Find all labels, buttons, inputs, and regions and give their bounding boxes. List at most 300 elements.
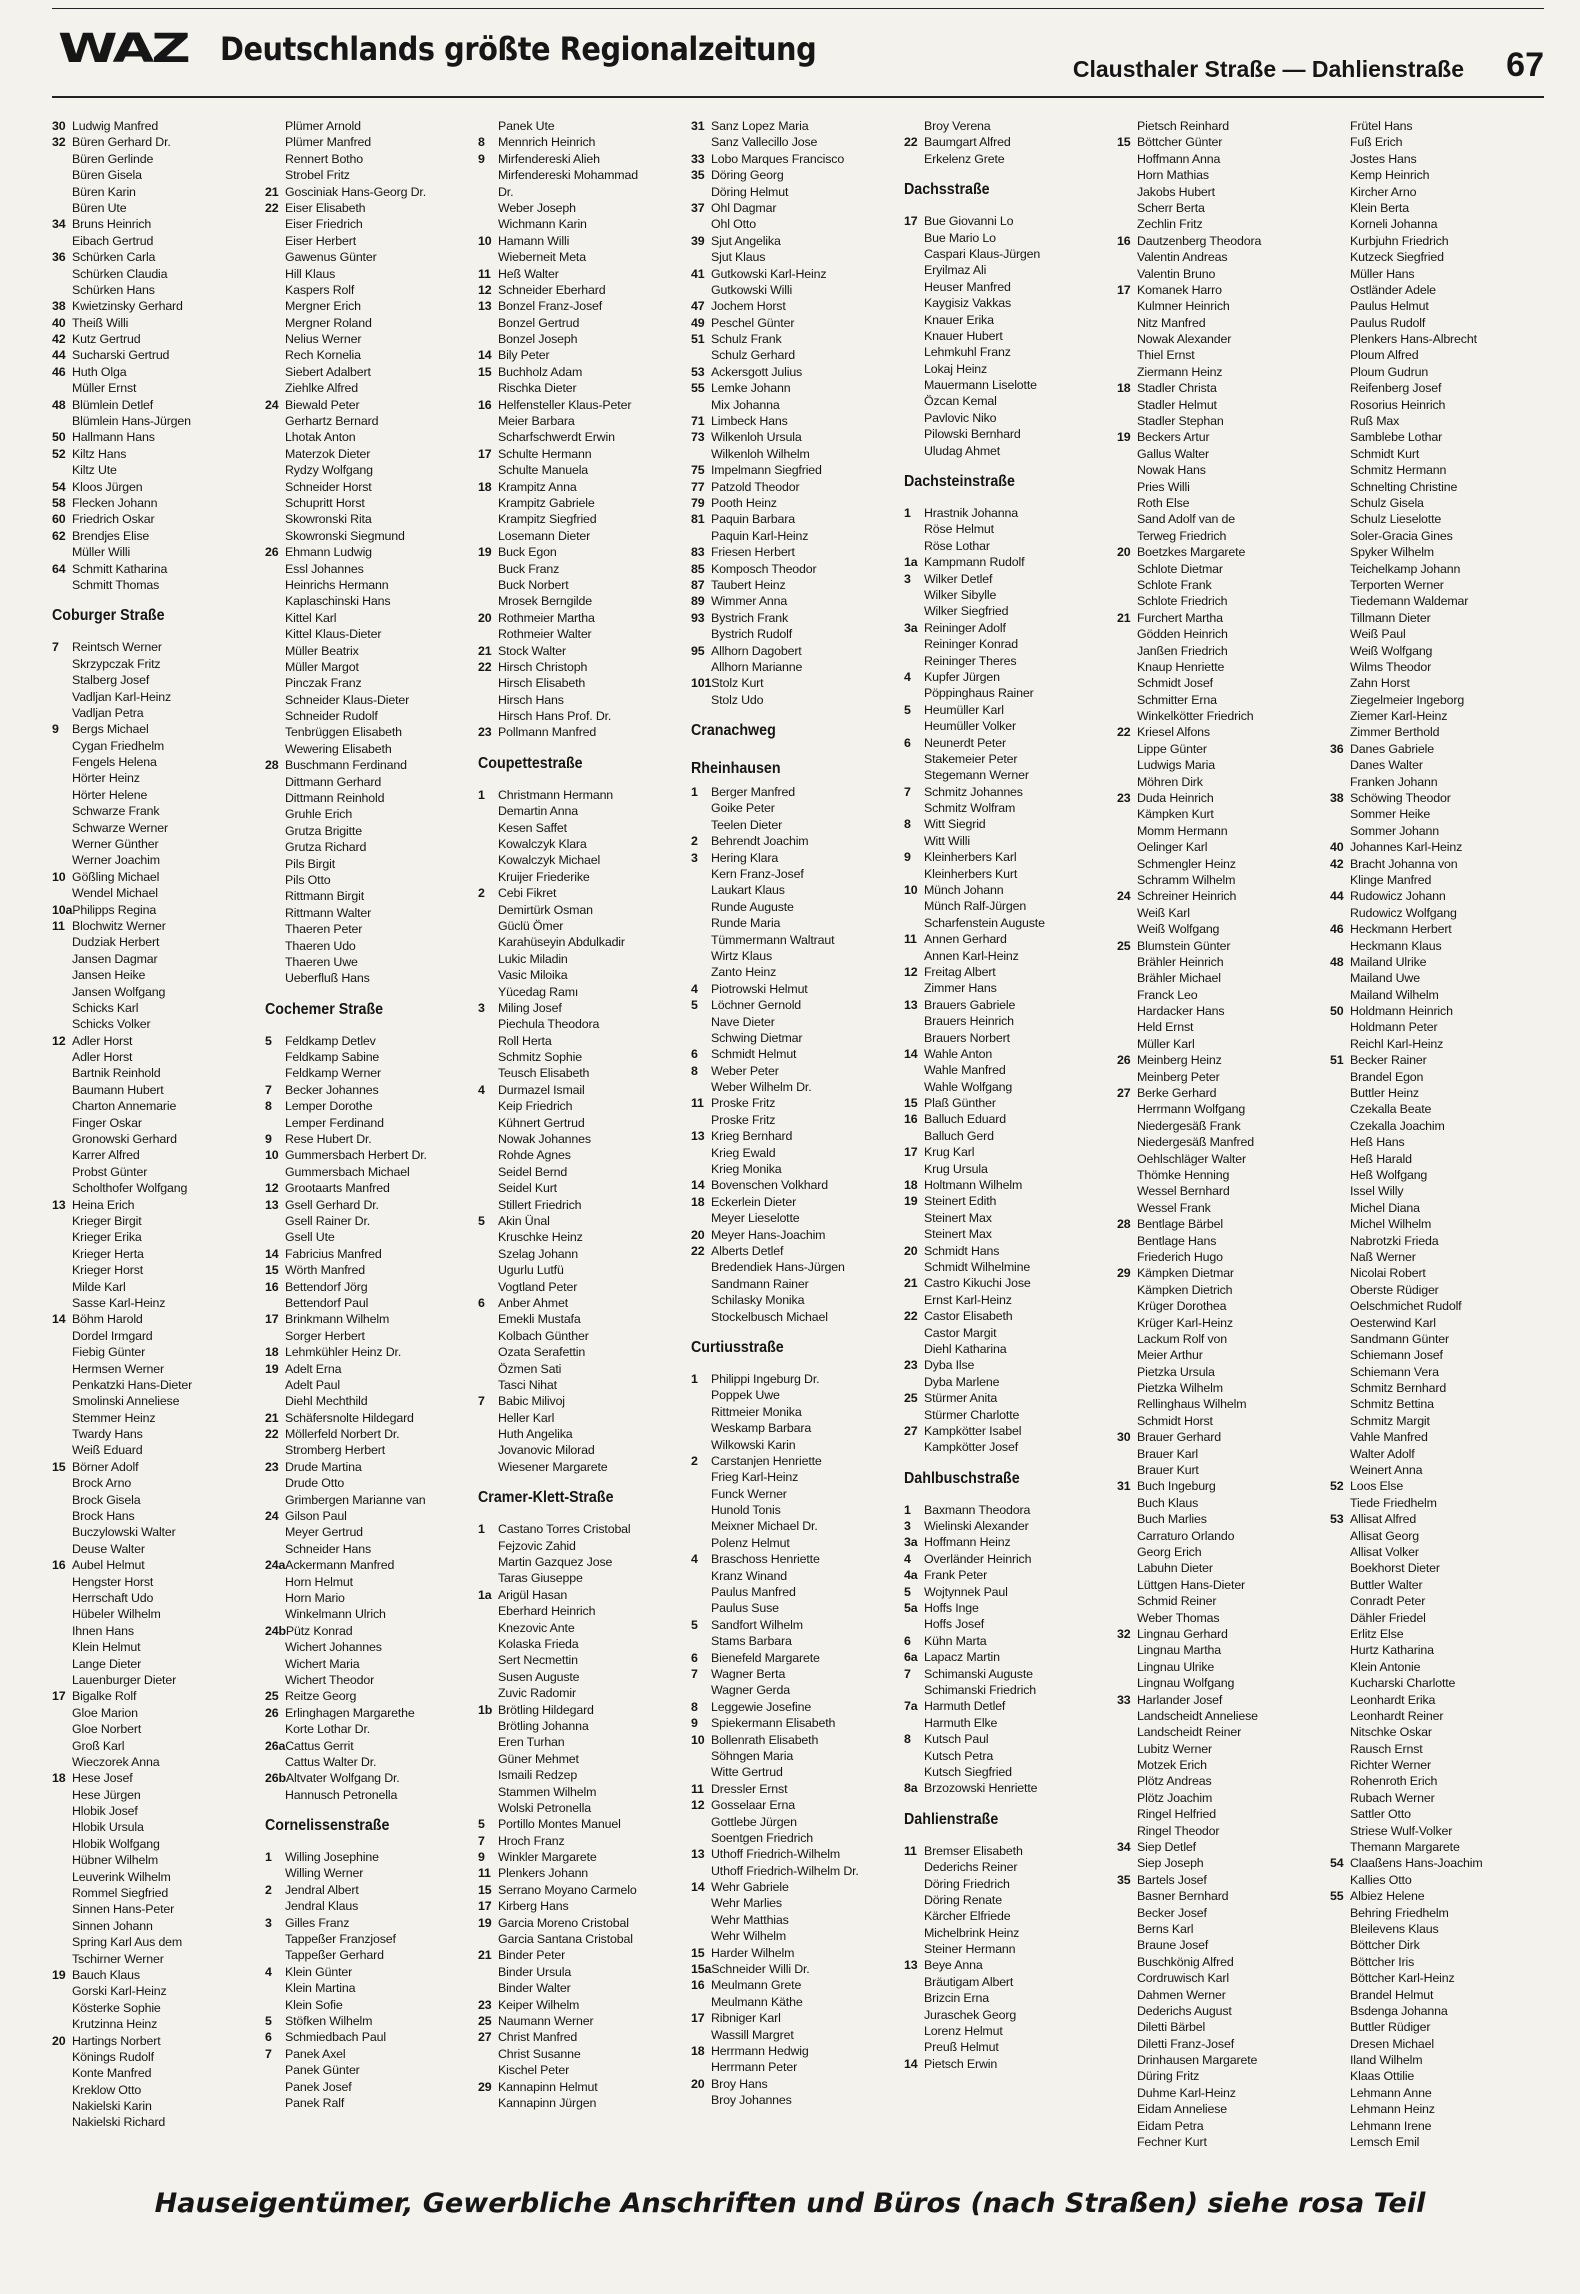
resident-name: Mauermann Liselotte	[924, 378, 1037, 393]
resident-name: Nabrotzki Frieda	[1350, 1233, 1439, 1248]
resident-name: Heß Harald	[1350, 1151, 1412, 1166]
resident-name: Paulus Helmut	[1350, 299, 1429, 314]
resident-name: Striese Wulf-Volker	[1350, 1823, 1453, 1838]
resident-name: Bergs Michael	[72, 722, 149, 737]
resident-entry	[1330, 511, 1543, 527]
resident-name: Blumstein Günter	[1137, 938, 1231, 953]
resident-entry	[691, 1666, 904, 1682]
resident-name: Stadler Stephan	[1137, 414, 1224, 429]
resident-name: Schneider Willi Dr.	[711, 1962, 810, 1977]
resident-name: Frieg Karl-Heinz	[711, 1470, 799, 1485]
resident-entry	[52, 1656, 265, 1672]
resident-name: Arigül Hasan	[498, 1587, 568, 1602]
resident-entry	[904, 1439, 1117, 1455]
resident-name: Brauer Gerhard	[1137, 1430, 1221, 1445]
resident-entry	[691, 817, 904, 833]
resident-name: Panek Josef	[285, 2079, 352, 2094]
resident-name: Stürmer Anita	[924, 1391, 998, 1406]
house-number: 23	[265, 1459, 279, 1474]
resident-entry	[1330, 1298, 1543, 1314]
resident-entry	[691, 495, 904, 511]
resident-name: Frütel Hans	[1350, 119, 1413, 133]
resident-entry	[691, 1535, 904, 1551]
resident-entry	[52, 2114, 265, 2130]
resident-entry	[904, 653, 1117, 669]
house-number: 34	[1117, 1840, 1131, 1855]
resident-entry	[1330, 2036, 1543, 2052]
resident-entry	[1330, 151, 1543, 167]
resident-entry	[691, 1863, 904, 1879]
resident-entry	[478, 167, 691, 183]
street-heading: Dachsstraße	[904, 181, 990, 199]
resident-name: Wirtz Klaus	[711, 948, 772, 963]
resident-entry	[478, 1538, 691, 1554]
house-number: 14	[691, 1880, 705, 1895]
resident-name: Hlobik Wolfgang	[72, 1836, 160, 1851]
header-top-rule	[52, 8, 1544, 9]
resident-entry	[1117, 659, 1330, 675]
resident-name: Hallmann Hans	[72, 430, 155, 445]
house-number: 16	[265, 1279, 279, 1294]
resident-name: Harder Wilhelm	[711, 1945, 795, 1960]
resident-entry	[52, 1524, 265, 1540]
resident-name: Lemsch Emil	[1350, 2135, 1420, 2150]
resident-entry	[478, 967, 691, 983]
resident-name: Bue Mario Lo	[924, 230, 996, 245]
resident-entry	[691, 1748, 904, 1764]
resident-name: Weber Peter	[711, 1063, 779, 1078]
resident-entry	[265, 446, 478, 462]
resident-entry	[1117, 2036, 1330, 2052]
resident-name: Komanek Harro	[1137, 282, 1222, 297]
resident-entry	[1117, 1593, 1330, 1609]
house-number: 42	[52, 332, 66, 347]
resident-entry	[52, 2082, 265, 2098]
resident-name: Krampitz Anna	[498, 479, 577, 494]
resident-entry	[1330, 1265, 1543, 1281]
resident-name: Stammen Wilhelm	[498, 1784, 597, 1799]
resident-name: Castor Margit	[924, 1325, 997, 1340]
resident-name: Wichert Johannes	[285, 1640, 382, 1655]
resident-entry	[691, 1895, 904, 1911]
resident-entry	[1330, 1921, 1543, 1937]
resident-entry	[904, 1502, 1117, 1518]
resident-entry	[691, 1617, 904, 1633]
resident-entry	[904, 833, 1117, 849]
resident-entry	[904, 1407, 1117, 1423]
resident-name: Herrmann Peter	[711, 2060, 798, 2075]
resident-entry	[904, 246, 1117, 262]
resident-name: Düring Fritz	[1137, 2069, 1200, 2084]
resident-name: Pries Willi	[1137, 479, 1190, 494]
resident-name: Schlote Dietmar	[1137, 561, 1223, 576]
resident-entry	[1117, 184, 1330, 200]
resident-entry	[1330, 331, 1543, 347]
resident-entry	[904, 213, 1117, 229]
resident-name: Müller Margot	[285, 659, 359, 674]
resident-entry	[265, 1147, 478, 1163]
resident-entry	[478, 1620, 691, 1636]
resident-entry	[1117, 1970, 1330, 1986]
resident-name: Akin Ünal	[498, 1214, 550, 1228]
resident-name: Buch Marlies	[1137, 1512, 1207, 1527]
resident-name: Willing Josephine	[285, 1850, 379, 1865]
resident-entry	[52, 803, 265, 819]
resident-entry	[52, 1295, 265, 1311]
resident-entry	[1117, 1921, 1330, 1937]
resident-entry	[265, 495, 478, 511]
resident-entry	[1117, 1937, 1330, 1953]
resident-name: Berger Manfred	[711, 785, 795, 800]
resident-entry	[904, 1210, 1117, 1226]
house-number: 51	[691, 332, 705, 347]
resident-entry	[52, 200, 265, 216]
resident-entry	[1117, 1642, 1330, 1658]
resident-name: Strobel Fritz	[285, 168, 350, 183]
resident-entry	[265, 921, 478, 937]
resident-name: Stock Walter	[498, 643, 566, 658]
resident-entry	[478, 134, 691, 150]
resident-name: Krieg Monika	[711, 1162, 782, 1177]
resident-name: Karahüseyin Abdulkadir	[498, 935, 625, 950]
resident-entry	[1117, 1282, 1330, 1298]
resident-entry	[265, 413, 478, 429]
resident-name: Kowalczyk Michael	[498, 853, 601, 868]
resident-entry	[265, 1246, 478, 1262]
resident-name: Heinrichs Hermann	[285, 577, 389, 592]
house-number: 15	[265, 1263, 279, 1278]
house-number: 32	[52, 135, 66, 150]
resident-name: Thaeren Peter	[285, 922, 363, 937]
resident-entry	[478, 1554, 691, 1570]
resident-name: Polenz Helmut	[711, 1535, 790, 1550]
directory-column-6	[1117, 118, 1330, 2158]
house-number: 19	[52, 1967, 66, 1982]
resident-name: Oelinger Karl	[1137, 840, 1208, 855]
resident-entry	[691, 1764, 904, 1780]
resident-entry	[904, 1308, 1117, 1324]
resident-name: Reichl Karl-Heinz	[1350, 1036, 1444, 1051]
resident-entry	[1117, 823, 1330, 839]
resident-name: Cygan Friedhelm	[72, 738, 165, 753]
resident-entry	[691, 2076, 904, 2092]
resident-name: Pütz Konrad	[285, 1623, 353, 1638]
house-number: 44	[1330, 889, 1344, 904]
resident-name: Holtmann Wilhelm	[924, 1178, 1023, 1193]
resident-entry	[1117, 2003, 1330, 2019]
resident-entry	[1117, 1659, 1330, 1675]
resident-entry	[691, 981, 904, 997]
resident-entry	[1117, 1003, 1330, 1019]
resident-entry	[1330, 1626, 1543, 1642]
resident-name: Friederich Hugo	[1137, 1249, 1223, 1264]
resident-name: Eryilmaz Ali	[924, 263, 987, 278]
resident-entry	[691, 1994, 904, 2010]
house-number: 26	[265, 545, 279, 560]
resident-name: Bartnik Reinhold	[72, 1066, 161, 1081]
resident-entry	[52, 787, 265, 803]
resident-name: Böttcher Dirk	[1350, 1938, 1420, 1953]
resident-name: Janßen Friedrich	[1137, 643, 1228, 658]
resident-name: Dressler Ernst	[711, 1781, 788, 1796]
resident-entry	[1330, 1347, 1543, 1363]
resident-entry	[52, 216, 265, 232]
resident-name: Brauers Gabriele	[924, 997, 1016, 1012]
resident-name: Plümer Manfred	[285, 135, 372, 150]
resident-name: Ehmann Ludwig	[285, 545, 372, 560]
house-number: 1a	[904, 555, 918, 570]
resident-entry	[478, 885, 691, 901]
house-number: 49	[691, 315, 705, 330]
resident-entry	[478, 869, 691, 885]
resident-entry	[691, 233, 904, 249]
resident-name: Pöppinghaus Rainer	[924, 686, 1034, 701]
house-number: 8	[691, 1063, 698, 1078]
house-number: 36	[52, 250, 66, 265]
resident-entry	[1330, 134, 1543, 150]
house-number: 25	[478, 2013, 492, 2028]
resident-entry	[1117, 347, 1330, 363]
resident-entry	[1117, 757, 1330, 773]
resident-entry	[1330, 2101, 1543, 2117]
resident-entry	[1117, 970, 1330, 986]
resident-name: Wilkenloh Ursula	[711, 430, 802, 445]
resident-entry	[52, 951, 265, 967]
house-number: 20	[478, 610, 492, 625]
resident-entry	[1117, 626, 1330, 642]
house-number: 71	[691, 414, 705, 429]
resident-entry	[478, 1377, 691, 1393]
resident-entry	[52, 1147, 265, 1163]
house-number: 3	[904, 1519, 911, 1534]
resident-name: Krieg Ewald	[711, 1145, 776, 1160]
resident-name: Kämpken Kurt	[1137, 807, 1214, 822]
resident-entry	[904, 1095, 1117, 1111]
house-number: 8	[904, 1732, 911, 1747]
resident-entry	[478, 577, 691, 593]
house-number: 7	[904, 784, 911, 799]
house-number: 14	[52, 1312, 66, 1327]
resident-entry	[265, 528, 478, 544]
resident-entry	[691, 2027, 904, 2043]
resident-entry	[691, 544, 904, 560]
resident-name: Keiper Wilhelm	[498, 1997, 580, 2012]
resident-entry	[1330, 1167, 1543, 1183]
street-heading: Cornelissenstraße	[265, 1817, 390, 1835]
resident-name: Klein Antonie	[1350, 1659, 1421, 1674]
resident-name: Hoffs Inge	[924, 1601, 979, 1616]
resident-entry	[691, 118, 904, 134]
house-number: 7	[904, 1666, 911, 1681]
resident-entry	[52, 1164, 265, 1180]
resident-entry	[691, 1404, 904, 1420]
resident-entry	[265, 315, 478, 331]
resident-name: Winkelmann Ulrich	[285, 1607, 386, 1622]
resident-entry	[1330, 938, 1543, 954]
house-number: 42	[1330, 856, 1344, 871]
resident-name: Hirsch Christoph	[498, 659, 588, 674]
resident-name: Ziegelmeier Ingeborg	[1350, 692, 1465, 707]
house-number: 25	[904, 1391, 918, 1406]
resident-entry	[265, 249, 478, 265]
resident-entry	[478, 1393, 691, 1409]
house-number: 5	[904, 1584, 911, 1599]
resident-entry	[904, 1111, 1117, 1127]
resident-entry	[691, 1814, 904, 1830]
resident-entry	[1330, 2052, 1543, 2068]
resident-entry	[691, 1371, 904, 1387]
house-number: 20	[691, 2076, 705, 2091]
resident-name: Schmitt Katharina	[72, 561, 168, 576]
house-number: 53	[1330, 1512, 1344, 1527]
house-number: 24	[1117, 889, 1131, 904]
resident-name: Zanto Heinz	[711, 965, 777, 980]
resident-entry	[1330, 1675, 1543, 1691]
resident-entry	[1117, 675, 1330, 691]
resident-name: Schmitz Hermann	[1350, 463, 1447, 478]
resident-entry	[691, 184, 904, 200]
resident-entry	[691, 1977, 904, 1993]
resident-entry	[1117, 1134, 1330, 1150]
resident-entry	[1117, 1839, 1330, 1855]
resident-entry	[478, 1849, 691, 1865]
resident-name: Stolz Kurt	[711, 676, 764, 691]
house-number: 22	[691, 1244, 705, 1258]
resident-name: Bruns Heinrich	[72, 217, 152, 232]
house-number: 46	[52, 364, 66, 379]
resident-name: Schlote Frank	[1137, 577, 1212, 592]
resident-name: Ribniger Karl	[711, 2011, 781, 2026]
resident-name: Herrschaft Udo	[72, 1590, 154, 1605]
resident-entry	[1117, 987, 1330, 1003]
resident-entry	[265, 1865, 478, 1881]
resident-name: Cordruwisch Karl	[1137, 1971, 1229, 1986]
resident-entry	[478, 1147, 691, 1163]
resident-name: Özmen Sati	[498, 1361, 562, 1376]
resident-name: Sinnen Johann	[72, 1918, 153, 1933]
resident-name: Krug Ursula	[924, 1161, 988, 1176]
resident-name: Gößling Michael	[72, 869, 160, 884]
resident-name: Babic Milivoj	[498, 1394, 565, 1409]
resident-entry	[265, 774, 478, 790]
resident-entry	[478, 724, 691, 740]
resident-entry	[904, 1423, 1117, 1439]
resident-name: Gutkowski Willi	[711, 282, 793, 297]
resident-name: Sandfort Wilhelm	[711, 1617, 803, 1632]
resident-entry	[52, 266, 265, 282]
house-number: 11	[904, 932, 917, 947]
resident-name: Dordel Irmgard	[72, 1328, 153, 1343]
resident-entry	[904, 1275, 1117, 1291]
house-number: 51	[1330, 1053, 1344, 1068]
resident-name: Knaup Henriette	[1137, 659, 1225, 674]
resident-name: Huth Olga	[72, 364, 127, 379]
resident-entry	[265, 1410, 478, 1426]
resident-name: Gosselaar Erna	[711, 1798, 795, 1813]
resident-name: Wichmann Karin	[498, 217, 587, 232]
resident-name: Vasic Miloika	[498, 968, 568, 983]
resident-entry	[691, 561, 904, 577]
house-number: 12	[265, 1181, 279, 1196]
resident-entry	[478, 479, 691, 495]
resident-name: Christ Manfred	[498, 2030, 578, 2045]
resident-entry	[1117, 839, 1330, 855]
resident-entry	[478, 315, 691, 331]
resident-entry	[478, 902, 691, 918]
resident-entry	[904, 1534, 1117, 1550]
resident-entry	[52, 1639, 265, 1655]
resident-entry	[1117, 331, 1330, 347]
resident-name: Schramm Wilhelm	[1137, 872, 1236, 887]
resident-entry	[52, 836, 265, 852]
resident-entry	[265, 1672, 478, 1688]
resident-entry	[1330, 1249, 1543, 1265]
resident-entry	[904, 361, 1117, 377]
resident-entry	[1330, 347, 1543, 363]
resident-name: Poppek Uwe	[711, 1388, 780, 1403]
resident-entry	[691, 1063, 904, 1079]
resident-entry	[1330, 233, 1543, 249]
resident-name: Weskamp Barbara	[711, 1421, 812, 1436]
house-number: 3	[265, 1915, 272, 1930]
resident-name: Leggewie Josefine	[711, 1699, 812, 1714]
resident-name: Döring Friedrich	[924, 1876, 1010, 1891]
resident-entry	[265, 1377, 478, 1393]
resident-entry	[265, 1459, 478, 1475]
resident-entry	[691, 1961, 904, 1977]
resident-entry	[904, 1243, 1117, 1259]
resident-entry	[904, 718, 1117, 734]
resident-name: Proske Fritz	[711, 1112, 776, 1127]
house-number: 27	[1117, 1086, 1131, 1101]
resident-name: Rausch Ernst	[1350, 1741, 1423, 1756]
resident-entry	[1330, 1446, 1543, 1462]
resident-name: Kaplaschinski Hans	[285, 594, 391, 609]
house-number: 10	[478, 233, 492, 248]
resident-name: Ploum Gudrun	[1350, 364, 1429, 379]
resident-name: Samblebe Lothar	[1350, 430, 1443, 445]
resident-entry	[1117, 1823, 1330, 1839]
resident-entry	[691, 1600, 904, 1616]
resident-name: Jansen Dagmar	[72, 951, 158, 966]
resident-name: Holdmann Peter	[1350, 1020, 1438, 1035]
resident-name: Lingnau Martha	[1137, 1643, 1222, 1658]
resident-entry	[691, 784, 904, 800]
resident-name: Rosorius Heinrich	[1350, 397, 1446, 412]
resident-name: Kampkötter Isabel	[924, 1423, 1022, 1438]
resident-name: Döring Georg	[711, 168, 784, 183]
resident-name: Binder Peter	[498, 1948, 566, 1963]
resident-entry	[265, 1295, 478, 1311]
resident-entry	[904, 1128, 1117, 1144]
house-number: 40	[52, 315, 66, 330]
resident-name: Hurtz Katharina	[1350, 1643, 1434, 1658]
resident-name: Scharfschwerdt Erwin	[498, 430, 615, 445]
resident-entry	[478, 1442, 691, 1458]
resident-entry	[265, 823, 478, 839]
directory-column-3	[478, 118, 691, 2158]
resident-entry	[1117, 1692, 1330, 1708]
resident-name: Rellinghaus Wilhelm	[1137, 1397, 1247, 1412]
resident-name: Rittmann Walter	[285, 905, 372, 920]
house-number: 58	[52, 495, 66, 510]
resident-name: Bettendorf Jörg	[285, 1279, 368, 1294]
resident-name: Eidam Petra	[1137, 2118, 1204, 2133]
resident-name: Dyba Ilse	[924, 1358, 975, 1373]
resident-name: Oesterwind Karl	[1350, 1315, 1436, 1330]
house-number: 3	[904, 571, 911, 586]
resident-entry	[1117, 1183, 1330, 1199]
